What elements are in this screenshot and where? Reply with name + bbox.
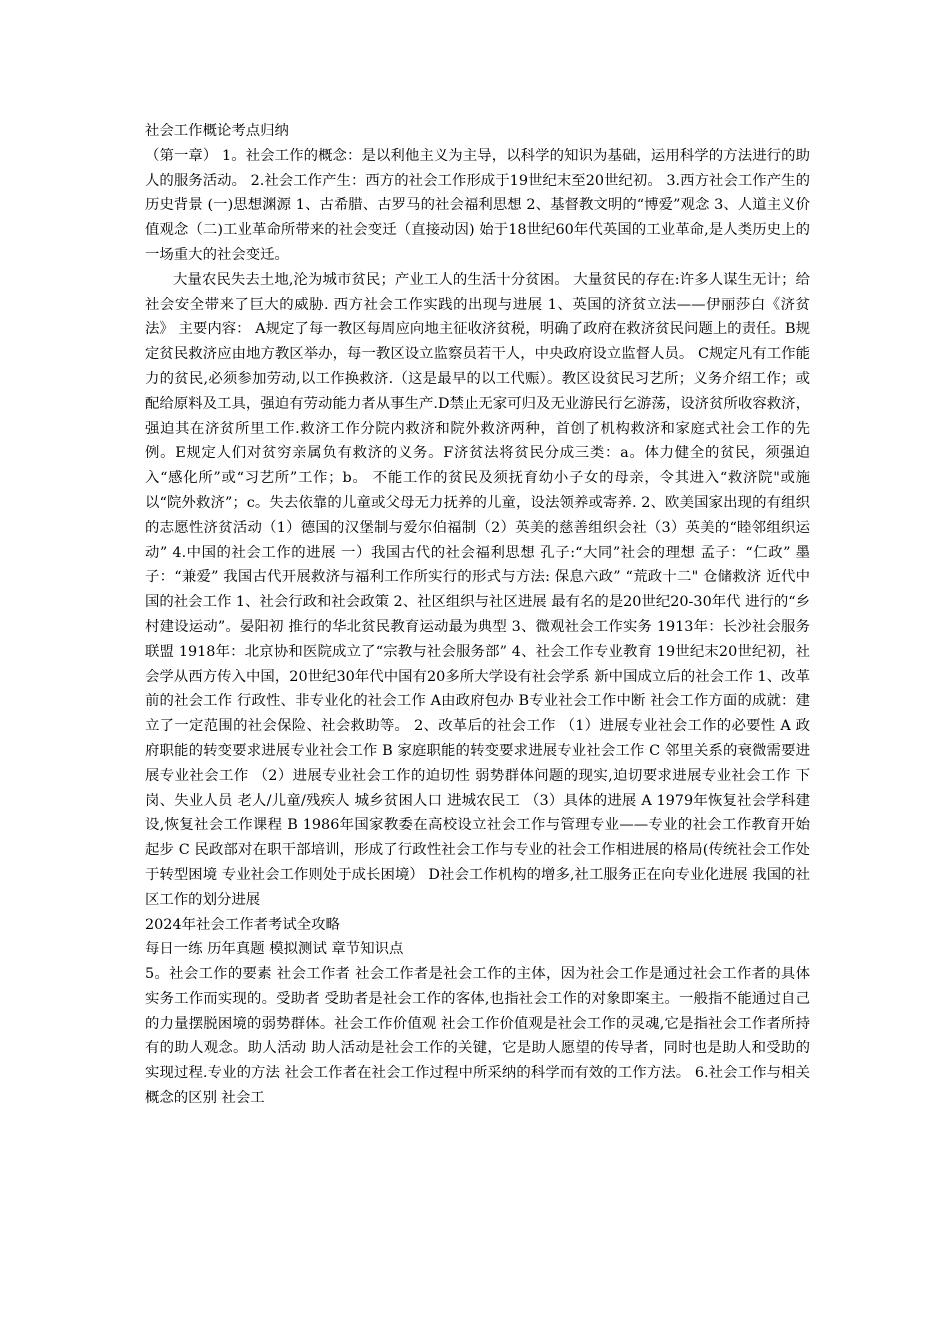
paragraph-social-work-elements: 5。社会工作的要素 社会工作者 社会工作者是社会工作的主体，因为社会工作是通过社会工作者的具体实务工作而实现的。受助者 受助者是社会工作的客体,也指社会工作的对象即案主。一般指不能通过自己的力量摆脱困境的弱势群体。社会工作价值观 社会工作价值观是社会工作的灵魂,它是指社会工作者所持有的助人观念。助人活动 助人活动是社会工作的关键，它是助人愿望的传导者，同时也是助人和受助的实现过程.专业的方法 社会工作者在社会工作过程中所采纳的科学而有效的工作方法。 6.社会工作与相关概念的区别 社会工 xyxy=(145,966,810,1107)
promo-title: 2024年社会工作者考试全攻略 xyxy=(145,916,340,933)
document-title: 社会工作概论考点归纳 xyxy=(145,123,289,139)
promo-links: 每日一练 历年真题 模拟测试 章节知识点 xyxy=(145,941,404,958)
document-page xyxy=(145,119,810,1111)
paragraph-poor-law-history: 大量农民失去土地,沦为城市贫民；产业工人的生活十分贫困。 大量贫民的存在:许多人谋生无计；给社会安全带来了巨大的威胁. 西方社会工作实践的出现与进展 1、英国的济贫立法——伊丽莎白《济贫法》 主要内容： A规定了每一教区每周应向地主征收济贫税，明确了政府在救济贫民问题上的责任。B规定贫民救济应由地方教区举办，每一教区设立监察员若干人，中央政府设立监督人员。 C规定凡有工作能力的贫民,必须参加劳动,以工作换救济.（这是最早的以工代赈）。教区设贫民习艺所；义务介绍工作；或配给原料及工具，强迫有劳动能力者从事生产.D禁止无家可归及无业游民行乞游荡，设济贫所收容救济，强迫其在济贫所里工作.救济工作分院内救济和院外救济两种，首创了机构救济和家庭式社会工作的先例。E规定人们对贫穷亲属负有救济的义务。F济贫法将贫民分成三类：a。体力健全的贫民，须强迫入“感化所”或“习艺所”工作；b。 不能工作的贫民及须抚育幼小子女的母亲，令其进入“救济院"或施以“院外救济”；c。失去依靠的儿童或父母无力抚养的儿童，设法领养或寄养. 2、欧美国家出现的有组织的志愿性济贫活动（1）德国的汉堡制与爱尔伯福制（2）英美的慈善组织会社（3）英美的“睦邻组织运动” 4.中国的社会工作的进展 一）我国古代的社会福利思想 孔子:“大同”社会的理想 孟子：“仁政” 墨子：“兼爱” 我国古代开展救济与福利工作所实行的形式与方法: 保息六政” “荒政十二" 仓储救济 近代中国的社会工作 1、社会行政和社会政策 2、社区组织与社区进展 最有名的是20世纪20-30年代 进行的“乡村建设运动”。晏阳初 推行的华北贫民教育运动最为典型 3、微观社会工作实务 1913年：长沙社会服务联盟 1918年：北京协和医院成立了“宗教与社会服务部” 4、社会工作专业教育 19世纪末20世纪初，社会学从西方传入中国，20世纪30年代中国有20多所大学设有社会学系 新中国成立后的社会工作 1、改革前的社会工作 行政性、非专业化的社会工作 A由政府包办 B专业社会工作中断 社会工作方面的成就：建立了一定范围的社会保险、社会救助等。 2、改革后的社会工作 （1）进展专业社会工作的必要性 A 政府职能的转变要求进展专业社会工作 B 家庭职能的转变要求进展专业社会工作 C 邻里关系的衰微需要进展专业社会工作 （2）进展专业社会工作的迫切性 弱势群体问题的现实,迫切要求进展专业社会工作 下岗、失业人员 老人/儿童/残疾人 城乡贫困人口 进城农民工 （3）具体的进展 A 1979年恢复社会学科建设,恢复社会工作课程 B 1986年国家教委在高校设立社会工作与管理专业——专业的社会工作教育开始起步 C 民政部对在职干部培训，形成了行政性社会工作与专业的社会工作相进展的格局(传统社会工作处于转型困境 专业社会工作则处于成长困境） D社会工作机构的增多,社工服务正在向专业化进展 我国的社区工作的划分进展 xyxy=(145,271,811,908)
paragraph-chapter-one: （第一章） 1。社会工作的概念：是以利他主义为主导，以科学的知识为基础，运用科学的方法进行的助人的服务活动。 2.社会工作产生：西方的社会工作形成于19世纪末至20世纪初。 3.西方社会工作产生的历史背景 (一)思想渊源 1、古希腊、古罗马的社会福利思想 2、基督教文明的“博爱”观念 3、人道主义价值观念（二)工业革命所带来的社会变迁（直接动因) 始于18世纪60年代英国的工业革命,是人类历史上的一场重大的社会变迁。 xyxy=(145,147,810,263)
